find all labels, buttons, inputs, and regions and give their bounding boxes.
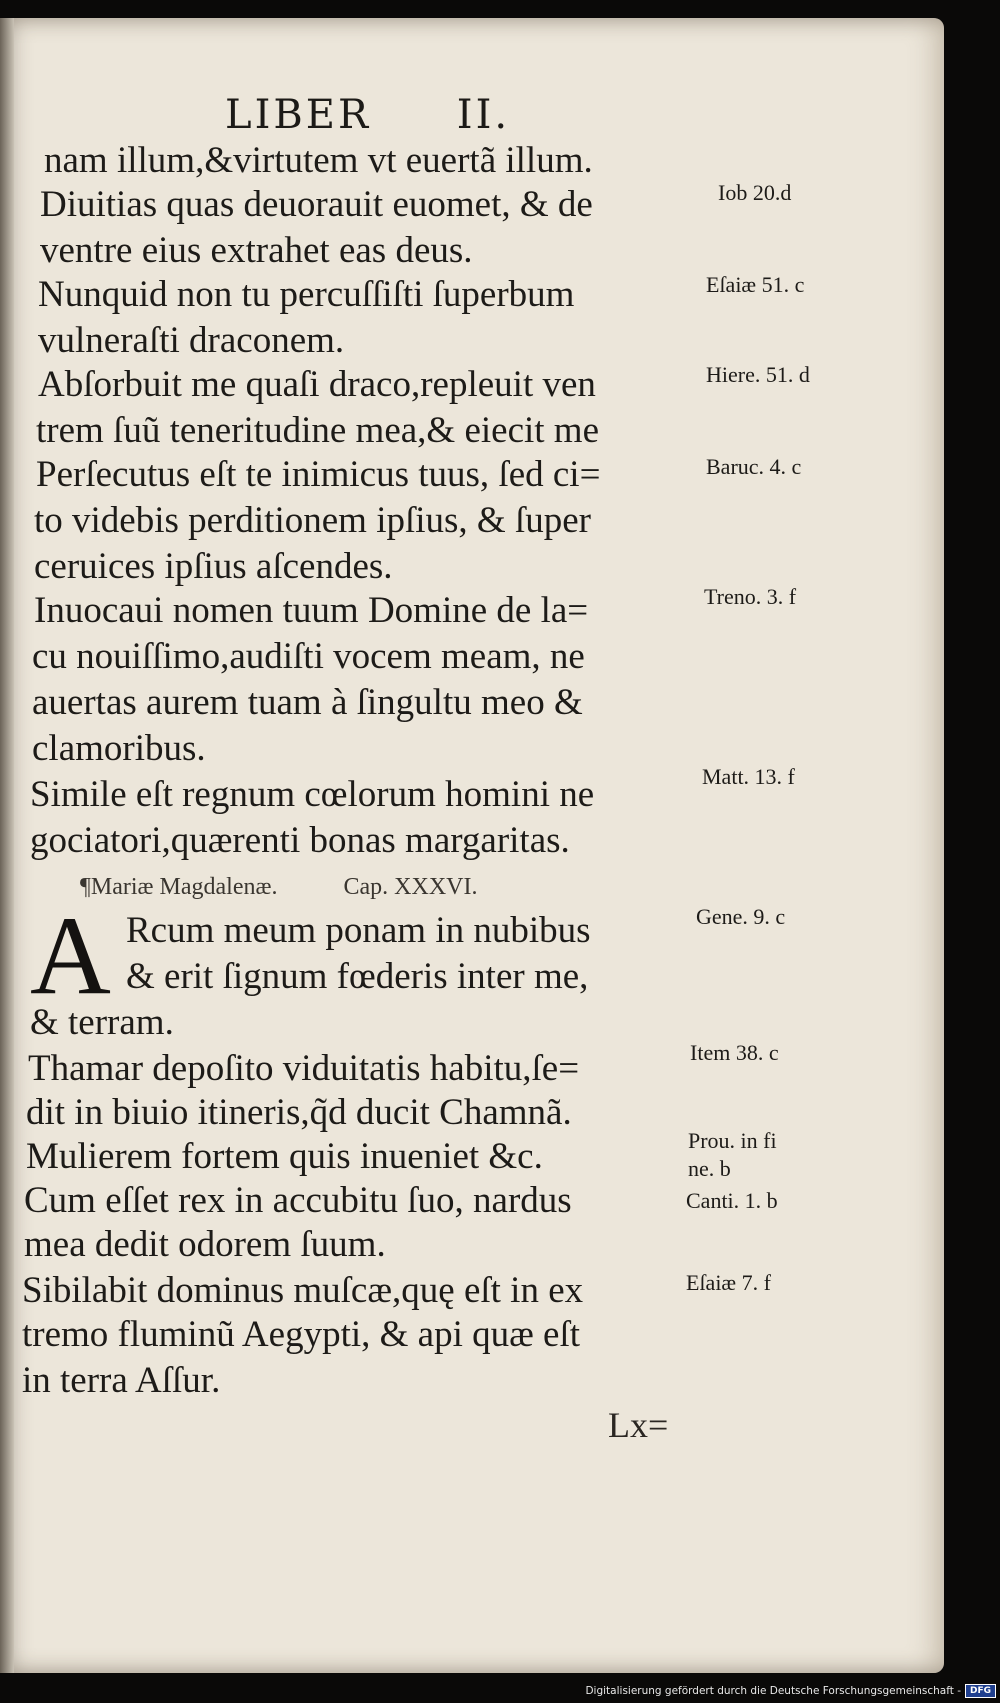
- text-line: trem ſuũ teneritudine mea,& eiecit me: [36, 410, 600, 451]
- text-line: nam illum,&virtutem vt euertã illum.: [44, 140, 593, 181]
- page-header: [225, 92, 510, 138]
- page-gutter: [0, 18, 14, 1673]
- text-line: & terram.: [30, 1002, 174, 1043]
- text-line: Diuitias quas deuorauit euomet, & de: [40, 184, 593, 225]
- text-line: to videbis perditionem ipſius, & ſuper: [34, 500, 591, 541]
- text-line: & erit ſignum fœderis inter me,: [126, 956, 589, 997]
- text-line: Simile eſt regnum cœlorum homini ne: [30, 774, 595, 815]
- text-line: dit in biuio itineris,q̃d ducit Chamnã.: [26, 1092, 572, 1133]
- catchword: Lx=: [608, 1405, 669, 1445]
- dfg-logo-icon: DFG: [965, 1684, 996, 1698]
- text-line: clamoribus.: [32, 728, 206, 769]
- text-line: Mulierem fortem quis inueniet &c.: [26, 1136, 543, 1177]
- text-line: gociatori,quærenti bonas margaritas.: [30, 820, 570, 861]
- text-line: in terra Aſſur.: [22, 1360, 221, 1401]
- margin-note: Gene. 9. c: [696, 904, 786, 929]
- text-line: Rcum meum ponam in nubibus: [126, 910, 591, 951]
- header-number: II.: [456, 92, 511, 138]
- drop-cap-initial: A: [30, 894, 111, 1018]
- text-line: cu nouiſſimo,audiſti vocem meam, ne: [32, 636, 585, 677]
- margin-note: Item 38. c: [690, 1040, 779, 1065]
- text-line: Thamar depoſito viduitatis habitu,ſe=: [28, 1048, 580, 1089]
- margin-note: Hiere. 51. d: [706, 362, 810, 387]
- text-line: Inuocaui nomen tuum Domine de la=: [34, 590, 589, 631]
- text-line: vulneraſti draconem.: [38, 320, 345, 361]
- margin-note: Prou. in fi: [688, 1128, 777, 1153]
- margin-note: Eſaiæ 7. f: [686, 1270, 771, 1295]
- margin-note: Iob 20.d: [718, 180, 792, 205]
- text-line: tremo fluminũ Aegypti, & api quæ eſt: [22, 1314, 581, 1355]
- text-line: Perſecutus eſt te inimicus tuus, ſed ci=: [36, 454, 601, 495]
- text-line: Nunquid non tu percuſſiſti ſuperbum: [38, 274, 575, 315]
- text-line: mea dedit odorem ſuum.: [24, 1224, 386, 1265]
- chapter-number: Cap. XXXVI.: [343, 874, 478, 900]
- margin-note: Treno. 3. f: [704, 584, 797, 609]
- margin-note: Canti. 1. b: [686, 1188, 778, 1213]
- text-line: Abſorbuit me quaſi draco,repleuit ven: [38, 364, 596, 405]
- text-line: Sibilabit dominus muſcæ,quę eſt in ex: [22, 1270, 584, 1311]
- footer-credit: [585, 1684, 996, 1698]
- text-line: ventre eius extrahet eas deus.: [40, 230, 473, 271]
- margin-note: Eſaiæ 51. c: [706, 272, 805, 297]
- chapter-heading: [80, 874, 478, 901]
- margin-note: Matt. 13. f: [702, 764, 795, 789]
- header-title: LIBER: [225, 92, 372, 138]
- margin-note: ne. b: [688, 1156, 731, 1181]
- footer-text: Digitalisierung gefördert durch die Deutsche Forschungsgemeinschaft -: [585, 1685, 961, 1697]
- chapter-title: ¶Mariæ Magdalenæ.: [80, 874, 278, 900]
- margin-note: Baruc. 4. c: [706, 454, 802, 479]
- text-line: auertas aurem tuam à ſingultu meo &: [32, 682, 583, 723]
- text-line: Cum eſſet rex in accubitu ſuo, nardus: [24, 1180, 572, 1221]
- text-line: ceruices ipſius aſcendes.: [34, 546, 393, 587]
